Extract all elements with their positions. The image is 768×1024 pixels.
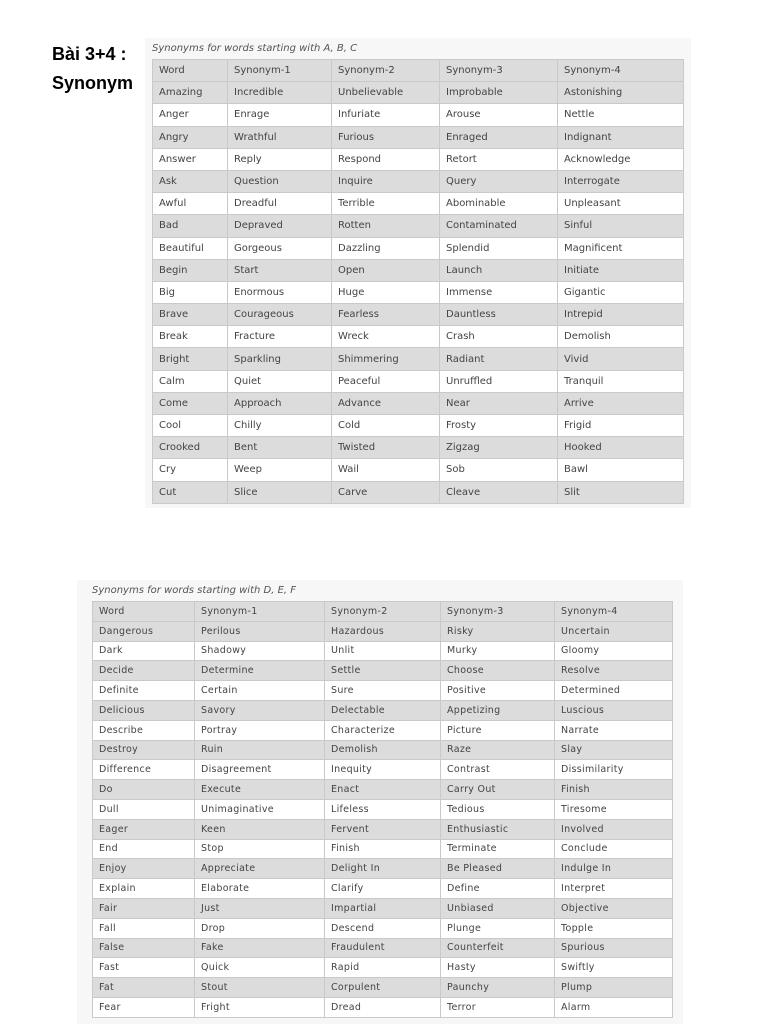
word-cell: Dangerous (93, 621, 195, 641)
synonym-cell: Initiate (558, 259, 684, 281)
synonym-cell: Determine (195, 661, 325, 681)
synonym-cell: Wail (332, 459, 440, 481)
table-row (153, 348, 684, 370)
table-header-row (93, 602, 673, 622)
table-row (93, 799, 673, 819)
synonym-cell: Gigantic (558, 281, 684, 303)
synonym-cell: Hooked (558, 437, 684, 459)
table-row (93, 780, 673, 800)
synonym-cell: Arouse (440, 104, 558, 126)
page-heading (52, 40, 133, 98)
synonym-cell: Fraudulent (325, 938, 441, 958)
table-row (153, 437, 684, 459)
synonym-cell: Terminate (441, 839, 555, 859)
synonym-cell: Vivid (558, 348, 684, 370)
synonym-cell: Carve (332, 481, 440, 503)
synonym-cell: Frosty (440, 415, 558, 437)
synonym-cell: Lifeless (325, 799, 441, 819)
synonym-cell: Elaborate (195, 879, 325, 899)
table-row (93, 641, 673, 661)
synonym-cell: Bent (228, 437, 332, 459)
synonym-cell: Finish (555, 780, 673, 800)
synonym-cell: Indulge In (555, 859, 673, 879)
column-header: Synonym-1 (228, 60, 332, 82)
synonym-cell: Clarify (325, 879, 441, 899)
synonym-cell: Luscious (555, 700, 673, 720)
synonym-cell: Demolish (558, 326, 684, 348)
synonym-cell: Tedious (441, 799, 555, 819)
synonym-cell: Interpret (555, 879, 673, 899)
synonym-cell: Objective (555, 898, 673, 918)
synonym-cell: Shimmering (332, 348, 440, 370)
synonym-cell: Wreck (332, 326, 440, 348)
table-row (153, 104, 684, 126)
synonym-cell: Retort (440, 148, 558, 170)
synonym-cell: Bawl (558, 459, 684, 481)
word-cell: Describe (93, 720, 195, 740)
word-cell: Fair (93, 898, 195, 918)
synonym-cell: Advance (332, 392, 440, 414)
word-cell: Angry (153, 126, 228, 148)
synonym-cell: Rotten (332, 215, 440, 237)
synonym-cell: Peaceful (332, 370, 440, 392)
word-cell: Break (153, 326, 228, 348)
synonym-cell: Positive (441, 681, 555, 701)
synonyms-table-def (92, 601, 673, 1018)
synonym-cell: Unimaginative (195, 799, 325, 819)
synonym-cell: Inquire (332, 170, 440, 192)
synonym-cell: Open (332, 259, 440, 281)
synonym-cell: Picture (441, 720, 555, 740)
synonym-cell: Characterize (325, 720, 441, 740)
table-caption: Synonyms for words starting with D, E, F (92, 585, 296, 596)
table-row (93, 879, 673, 899)
word-cell: Delicious (93, 700, 195, 720)
synonym-cell: Reply (228, 148, 332, 170)
synonym-cell: Tranquil (558, 370, 684, 392)
table-row (153, 370, 684, 392)
synonym-cell: Be Pleased (441, 859, 555, 879)
synonym-cell: Ruin (195, 740, 325, 760)
synonym-cell: Topple (555, 918, 673, 938)
table-row (93, 938, 673, 958)
synonym-cell: Hazardous (325, 621, 441, 641)
word-cell: Awful (153, 193, 228, 215)
word-cell: Begin (153, 259, 228, 281)
synonym-cell: Fervent (325, 819, 441, 839)
synonym-cell: Start (228, 259, 332, 281)
synonym-cell: Fearless (332, 304, 440, 326)
synonym-cell: Unbiased (441, 898, 555, 918)
synonym-cell: Perilous (195, 621, 325, 641)
synonym-cell: Chilly (228, 415, 332, 437)
synonym-cell: Improbable (440, 82, 558, 104)
column-header: Synonym-1 (195, 602, 325, 622)
synonym-cell: Demolish (325, 740, 441, 760)
table-row (153, 304, 684, 326)
synonym-cell: Approach (228, 392, 332, 414)
word-cell: Fast (93, 958, 195, 978)
synonym-cell: Settle (325, 661, 441, 681)
synonym-cell: Terror (441, 997, 555, 1017)
heading-line-2: Synonym (52, 73, 134, 93)
table-row (93, 681, 673, 701)
synonym-cell: Slay (555, 740, 673, 760)
synonym-cell: Contaminated (440, 215, 558, 237)
synonym-cell: Conclude (555, 839, 673, 859)
table-row (153, 459, 684, 481)
table-row (93, 918, 673, 938)
synonym-cell: Narrate (555, 720, 673, 740)
column-header: Synonym-3 (441, 602, 555, 622)
synonym-cell: Radiant (440, 348, 558, 370)
synonym-cell: Savory (195, 700, 325, 720)
synonym-cell: Cleave (440, 481, 558, 503)
synonym-cell: Determined (555, 681, 673, 701)
synonym-cell: Unpleasant (558, 193, 684, 215)
synonym-cell: Weep (228, 459, 332, 481)
synonym-cell: Alarm (555, 997, 673, 1017)
word-cell: Fall (93, 918, 195, 938)
synonym-cell: Courageous (228, 304, 332, 326)
synonym-cell: Enrage (228, 104, 332, 126)
synonym-cell: Near (440, 392, 558, 414)
word-cell: Explain (93, 879, 195, 899)
synonym-cell: Contrast (441, 760, 555, 780)
word-cell: End (93, 839, 195, 859)
synonym-cell: Acknowledge (558, 148, 684, 170)
synonym-cell: Terrible (332, 193, 440, 215)
table-row (153, 326, 684, 348)
synonym-cell: Interrogate (558, 170, 684, 192)
synonym-cell: Question (228, 170, 332, 192)
table-row (93, 839, 673, 859)
synonym-cell: Abominable (440, 193, 558, 215)
synonym-cell: Rapid (325, 958, 441, 978)
synonym-cell: Query (440, 170, 558, 192)
table-row (153, 237, 684, 259)
synonym-cell: Choose (441, 661, 555, 681)
table-row (93, 621, 673, 641)
synonym-cell: Depraved (228, 215, 332, 237)
synonym-cell: Impartial (325, 898, 441, 918)
table-header-row (153, 60, 684, 82)
table-row (93, 661, 673, 681)
table-row (153, 193, 684, 215)
synonym-cell: Dreadful (228, 193, 332, 215)
table-row (153, 170, 684, 192)
synonym-cell: Murky (441, 641, 555, 661)
synonym-cell: Disagreement (195, 760, 325, 780)
synonym-cell: Appreciate (195, 859, 325, 879)
synonym-cell: Quick (195, 958, 325, 978)
synonym-cell: Gorgeous (228, 237, 332, 259)
table-row (153, 126, 684, 148)
synonym-cell: Fright (195, 997, 325, 1017)
synonym-cell: Unbelievable (332, 82, 440, 104)
word-cell: Answer (153, 148, 228, 170)
synonyms-def-panel (77, 580, 683, 1024)
synonym-cell: Resolve (555, 661, 673, 681)
column-header: Synonym-3 (440, 60, 558, 82)
synonym-cell: Respond (332, 148, 440, 170)
synonym-cell: Slit (558, 481, 684, 503)
synonym-cell: Certain (195, 681, 325, 701)
table-row (153, 281, 684, 303)
synonym-cell: Plunge (441, 918, 555, 938)
word-cell: Do (93, 780, 195, 800)
column-header: Synonym-4 (555, 602, 673, 622)
word-cell: Eager (93, 819, 195, 839)
word-cell: Fear (93, 997, 195, 1017)
word-cell: Calm (153, 370, 228, 392)
word-cell: Bright (153, 348, 228, 370)
table-row (93, 720, 673, 740)
synonym-cell: Involved (555, 819, 673, 839)
synonym-cell: Gloomy (555, 641, 673, 661)
synonym-cell: Paunchy (441, 978, 555, 998)
synonym-cell: Furious (332, 126, 440, 148)
synonym-cell: Dazzling (332, 237, 440, 259)
synonym-cell: Arrive (558, 392, 684, 414)
heading-line-1: Bài 3+4 : (52, 44, 127, 64)
table-row (93, 898, 673, 918)
synonym-cell: Uncertain (555, 621, 673, 641)
synonym-cell: Fracture (228, 326, 332, 348)
column-header: Synonym-2 (332, 60, 440, 82)
column-header: Synonym-2 (325, 602, 441, 622)
synonym-cell: Define (441, 879, 555, 899)
table-row (93, 978, 673, 998)
synonym-cell: Enact (325, 780, 441, 800)
synonym-cell: Launch (440, 259, 558, 281)
table-row (153, 415, 684, 437)
table-row (153, 215, 684, 237)
word-cell: Cry (153, 459, 228, 481)
word-cell: Enjoy (93, 859, 195, 879)
word-cell: Big (153, 281, 228, 303)
column-header: Synonym-4 (558, 60, 684, 82)
synonym-cell: Sure (325, 681, 441, 701)
word-cell: Difference (93, 760, 195, 780)
synonym-cell: Huge (332, 281, 440, 303)
synonym-cell: Immense (440, 281, 558, 303)
synonym-cell: Enraged (440, 126, 558, 148)
synonym-cell: Execute (195, 780, 325, 800)
synonym-cell: Sinful (558, 215, 684, 237)
synonym-cell: Sob (440, 459, 558, 481)
synonym-cell: Unruffled (440, 370, 558, 392)
synonym-cell: Infuriate (332, 104, 440, 126)
word-cell: Definite (93, 681, 195, 701)
synonym-cell: Enthusiastic (441, 819, 555, 839)
synonym-cell: Splendid (440, 237, 558, 259)
word-cell: Bad (153, 215, 228, 237)
synonym-cell: Sparkling (228, 348, 332, 370)
synonym-cell: Hasty (441, 958, 555, 978)
synonyms-abc-panel (145, 38, 691, 508)
synonym-cell: Dissimilarity (555, 760, 673, 780)
synonym-cell: Just (195, 898, 325, 918)
synonym-cell: Delight In (325, 859, 441, 879)
synonym-cell: Crash (440, 326, 558, 348)
synonym-cell: Dauntless (440, 304, 558, 326)
synonym-cell: Plump (555, 978, 673, 998)
synonym-cell: Stout (195, 978, 325, 998)
table-row (93, 997, 673, 1017)
synonym-cell: Dread (325, 997, 441, 1017)
synonym-cell: Drop (195, 918, 325, 938)
synonym-cell: Stop (195, 839, 325, 859)
synonym-cell: Wrathful (228, 126, 332, 148)
table-caption: Synonyms for words starting with A, B, C (152, 43, 358, 54)
synonym-cell: Twisted (332, 437, 440, 459)
synonym-cell: Enormous (228, 281, 332, 303)
table-row (93, 700, 673, 720)
column-header: Word (93, 602, 195, 622)
word-cell: Anger (153, 104, 228, 126)
table-row (153, 148, 684, 170)
synonyms-table-abc (152, 59, 684, 504)
table-row (93, 760, 673, 780)
synonym-cell: Finish (325, 839, 441, 859)
synonym-cell: Magnificent (558, 237, 684, 259)
table-row (93, 740, 673, 760)
word-cell: Amazing (153, 82, 228, 104)
synonym-cell: Counterfeit (441, 938, 555, 958)
synonym-cell: Appetizing (441, 700, 555, 720)
word-cell: Decide (93, 661, 195, 681)
word-cell: False (93, 938, 195, 958)
word-cell: Ask (153, 170, 228, 192)
synonym-cell: Incredible (228, 82, 332, 104)
synonym-cell: Intrepid (558, 304, 684, 326)
synonym-cell: Corpulent (325, 978, 441, 998)
synonym-cell: Fake (195, 938, 325, 958)
word-cell: Beautiful (153, 237, 228, 259)
synonym-cell: Swiftly (555, 958, 673, 978)
synonym-cell: Risky (441, 621, 555, 641)
word-cell: Destroy (93, 740, 195, 760)
synonym-cell: Quiet (228, 370, 332, 392)
table-row (153, 481, 684, 503)
synonym-cell: Delectable (325, 700, 441, 720)
synonym-cell: Zigzag (440, 437, 558, 459)
synonym-cell: Indignant (558, 126, 684, 148)
synonym-cell: Nettle (558, 104, 684, 126)
synonym-cell: Shadowy (195, 641, 325, 661)
column-header: Word (153, 60, 228, 82)
word-cell: Cut (153, 481, 228, 503)
word-cell: Crooked (153, 437, 228, 459)
table-row (93, 859, 673, 879)
synonym-cell: Unlit (325, 641, 441, 661)
synonym-cell: Raze (441, 740, 555, 760)
word-cell: Fat (93, 978, 195, 998)
synonym-cell: Portray (195, 720, 325, 740)
synonym-cell: Descend (325, 918, 441, 938)
synonym-cell: Astonishing (558, 82, 684, 104)
synonym-cell: Tiresome (555, 799, 673, 819)
word-cell: Come (153, 392, 228, 414)
synonym-cell: Frigid (558, 415, 684, 437)
synonym-cell: Cold (332, 415, 440, 437)
synonym-cell: Inequity (325, 760, 441, 780)
synonym-cell: Carry Out (441, 780, 555, 800)
synonym-cell: Slice (228, 481, 332, 503)
table-row (93, 958, 673, 978)
synonym-cell: Keen (195, 819, 325, 839)
table-row (153, 259, 684, 281)
table-row (153, 392, 684, 414)
word-cell: Dull (93, 799, 195, 819)
table-row (153, 82, 684, 104)
word-cell: Dark (93, 641, 195, 661)
word-cell: Cool (153, 415, 228, 437)
table-row (93, 819, 673, 839)
synonym-cell: Spurious (555, 938, 673, 958)
word-cell: Brave (153, 304, 228, 326)
